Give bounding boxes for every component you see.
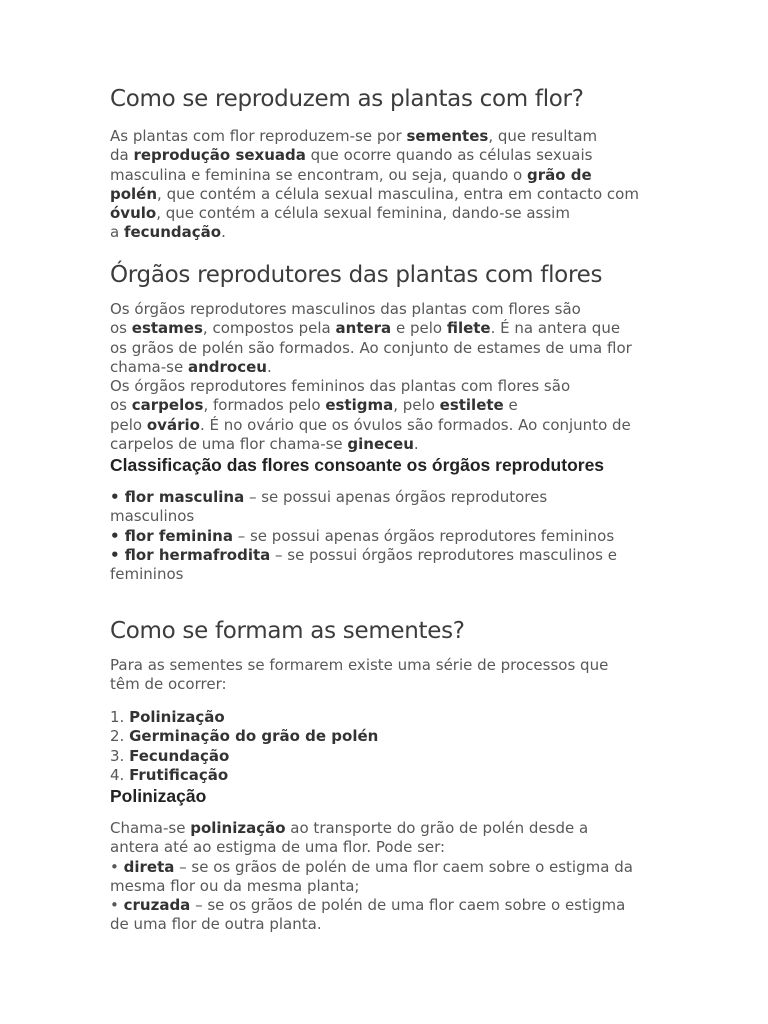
list-item: • flor feminina – se possui apenas órgãos reprodutores femininos: [110, 526, 615, 545]
text-line: os estames, compostos pela antera e pelo filete. É na antera que: [110, 319, 621, 338]
list-item: • flor masculina – se possui apenas órgãos reprodutores: [110, 488, 548, 506]
list-classificacao: [110, 488, 670, 584]
step-item: 4. Frutificação: [110, 765, 229, 784]
text-line: mesma flor ou da mesma planta;: [110, 876, 360, 895]
text-line: antera até ao estigma de uma flor. Pode ser:: [110, 838, 446, 857]
step-item: 3. Fecundação: [110, 746, 230, 765]
section-title-reproducao: Como se reproduzem as plantas com flor?: [110, 86, 584, 112]
paragraph-polinizacao: [110, 819, 670, 935]
paragraph-reproducao: [110, 127, 670, 243]
text-line: óvulo, que contém a célula sexual feminina, dando-se assim: [110, 204, 570, 223]
text-line: de uma flor de outra planta.: [110, 915, 322, 934]
text-line: carpelos de uma flor chama-se gineceu.: [110, 435, 419, 454]
text-line: pelo ovário. É no ovário que os óvulos são formados. Ao conjunto de: [110, 415, 631, 434]
text-line: polén, que contém a célula sexual masculina, entra em contacto com: [110, 184, 639, 203]
text-line: • cruzada – se os grãos de polén de uma flor caem sobre o estigma: [110, 896, 626, 915]
list-item-continuation: masculinos: [110, 507, 195, 526]
text-line: Os órgãos reprodutores masculinos das plantas com flores são: [110, 300, 581, 318]
step-item: 1. Polinização: [110, 708, 225, 726]
text-line: Os órgãos reprodutores femininos das plantas com flores são: [110, 377, 571, 396]
list-item-continuation: femininos: [110, 565, 184, 584]
text-line: As plantas com flor reproduzem-se por sementes, que resultam: [110, 127, 598, 145]
section-title-orgaos: Órgãos reprodutores das plantas com flores: [110, 262, 603, 288]
section-title-sementes: Como se formam as sementes?: [110, 618, 465, 644]
section-title-polinizacao: Polinização: [110, 786, 207, 806]
section-title-classificacao: Classificação das flores consoante os órgãos reprodutores: [110, 455, 605, 475]
text-line: da reprodução sexuada que ocorre quando as células sexuais: [110, 146, 593, 165]
paragraph-orgaos: [110, 300, 670, 454]
steps-list: [110, 708, 670, 785]
text-line: têm de ocorrer:: [110, 675, 227, 694]
text-line: • direta – se os grãos de polén de uma flor caem sobre o estigma da: [110, 857, 633, 876]
text-line: masculina e feminina se encontram, ou seja, quando o grão de: [110, 165, 592, 184]
text-line: Para as sementes se formarem existe uma série de processos que: [110, 656, 609, 674]
text-line: os carpelos, formados pelo estigma, pelo estilete e: [110, 396, 518, 415]
text-line: os grãos de polén são formados. Ao conjunto de estames de uma flor: [110, 338, 632, 357]
list-item: • flor hermafrodita – se possui órgãos reprodutores masculinos e: [110, 545, 617, 564]
text-line: Chama-se polinização ao transporte do grão de polén desde a: [110, 819, 589, 837]
step-item: 2. Germinação do grão de polén: [110, 727, 379, 746]
text-line: a fecundação.: [110, 223, 226, 242]
paragraph-sementes: [110, 656, 670, 695]
text-line: chama-se androceu.: [110, 357, 272, 376]
